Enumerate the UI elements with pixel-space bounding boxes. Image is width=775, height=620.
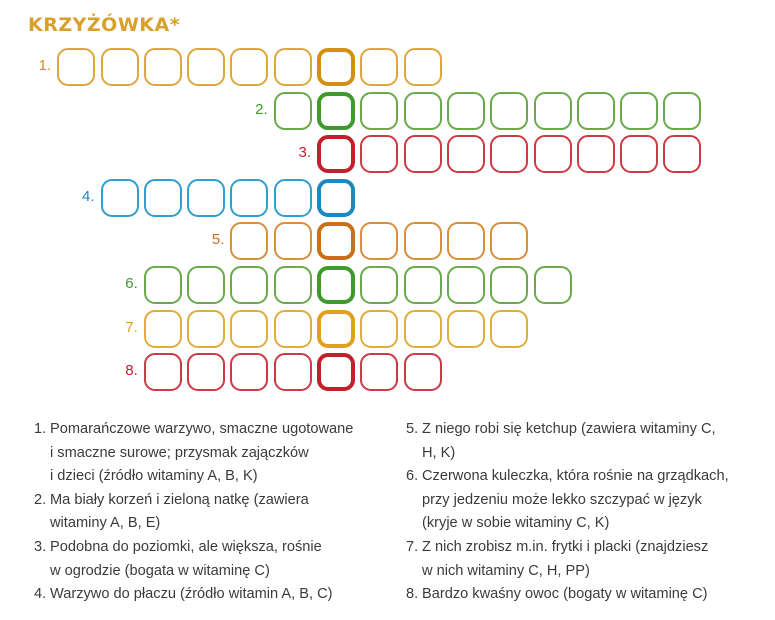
row-label: 6. (125, 275, 138, 292)
crossword-key-cell[interactable] (317, 48, 355, 86)
crossword-cell[interactable] (187, 266, 225, 304)
crossword-cell[interactable] (187, 353, 225, 391)
crossword-cell[interactable] (534, 135, 572, 173)
clue-item (406, 418, 756, 465)
clue-number: 5. (406, 421, 419, 437)
crossword-cell[interactable] (360, 222, 398, 260)
crossword-cell[interactable] (187, 310, 225, 348)
crossword-cell[interactable] (101, 179, 139, 217)
crossword-cell[interactable] (620, 92, 658, 130)
clue-item (406, 536, 756, 583)
crossword-cell[interactable] (230, 266, 268, 304)
crossword-cell[interactable] (404, 135, 442, 173)
crossword-cell[interactable] (360, 266, 398, 304)
crossword-cell[interactable] (490, 222, 528, 260)
clue-text: Bardzo kwaśny owoc (bogaty w witaminę C) (422, 586, 708, 603)
crossword-cell[interactable] (404, 92, 442, 130)
clue-number: 2. (34, 491, 47, 508)
crossword-cell[interactable] (404, 222, 442, 260)
crossword-cell[interactable] (274, 353, 312, 391)
crossword-cell[interactable] (577, 92, 615, 130)
crossword-cell[interactable] (490, 266, 528, 304)
row-label: 4. (81, 187, 95, 205)
clue-number: 8. (406, 586, 419, 603)
crossword-cell[interactable] (577, 135, 615, 173)
crossword-cell[interactable] (447, 222, 485, 260)
clue-text: Podobna do poziomki, ale większa, rośnie (50, 538, 322, 555)
clue-text: Ma biały korzeń i zieloną natkę (zawiera (50, 491, 309, 508)
clue-number: 1. (34, 421, 47, 437)
crossword-cell[interactable] (144, 179, 182, 217)
crossword-cell[interactable] (360, 310, 398, 348)
crossword-cell[interactable] (447, 92, 485, 130)
crossword-cell[interactable] (274, 179, 312, 217)
crossword-key-cell[interactable] (317, 135, 355, 173)
crossword-key-cell[interactable] (317, 222, 355, 260)
crossword-cell[interactable] (230, 48, 268, 86)
clue-number: 4. (34, 586, 47, 603)
clues-list-left (34, 418, 394, 607)
clue-text: Z nich zrobisz m.in. frytki i placki (znajdziesz (422, 538, 709, 555)
crossword-cell[interactable] (663, 92, 701, 130)
crossword-cell[interactable] (447, 310, 485, 348)
crossword-cell[interactable] (230, 353, 268, 391)
crossword-cell[interactable] (490, 310, 528, 348)
crossword-cell[interactable] (534, 92, 572, 130)
crossword-cell[interactable] (360, 353, 398, 391)
crossword-cell[interactable] (230, 310, 268, 348)
crossword-cell[interactable] (620, 135, 658, 173)
crossword-cell[interactable] (144, 266, 182, 304)
crossword-cell[interactable] (101, 48, 139, 86)
clue-item (34, 583, 394, 607)
clue-item (34, 536, 394, 583)
clue-text: Czerwona kuleczka, która rośnie na grządkach, (422, 468, 729, 485)
row-label: 3. (298, 144, 311, 162)
crossword-cell[interactable] (490, 92, 528, 130)
row-label: 1. (38, 57, 52, 74)
crossword-cell[interactable] (404, 48, 442, 86)
crossword-cell[interactable] (360, 135, 398, 173)
crossword-cell[interactable] (57, 48, 95, 86)
crossword-cell[interactable] (274, 310, 312, 348)
crossword-cell[interactable] (274, 92, 312, 130)
crossword-cell[interactable] (144, 48, 182, 86)
crossword-key-cell[interactable] (317, 310, 355, 348)
clue-item (406, 465, 756, 536)
clue-text: witaminy A, B, E) (50, 515, 161, 532)
row-label: 5. (211, 231, 225, 249)
crossword-cell[interactable] (274, 222, 312, 260)
clue-text: w nich witaminy C, H, PP) (422, 562, 590, 579)
crossword-cell[interactable] (360, 92, 398, 130)
crossword-cell[interactable] (490, 135, 528, 173)
crossword-key-cell[interactable] (317, 179, 355, 217)
crossword-key-cell[interactable] (317, 92, 355, 130)
crossword-cell[interactable] (187, 48, 225, 86)
crossword-cell[interactable] (447, 135, 485, 173)
crossword-cell[interactable] (447, 266, 485, 304)
clue-text: Z niego robi się ketchup (zawiera witaminy C, (422, 421, 716, 437)
crossword-cell[interactable] (230, 222, 268, 260)
clue-text: Pomarańczowe warzywo, smaczne ugotowane (50, 421, 354, 437)
crossword-cell[interactable] (534, 266, 572, 304)
row-label: 2. (255, 100, 268, 118)
row-label: 8. (125, 362, 138, 380)
crossword-cell[interactable] (230, 179, 268, 217)
clue-number: 6. (406, 468, 419, 485)
crossword-cell[interactable] (404, 266, 442, 304)
crossword-cell[interactable] (274, 266, 312, 304)
clue-text: Warzywo do płaczu (źródło witamin A, B, C) (50, 586, 333, 603)
clue-text: w ogrodzie (bogata w witaminę C) (50, 562, 270, 579)
crossword-cell[interactable] (404, 310, 442, 348)
clue-item (406, 583, 756, 607)
crossword-cell[interactable] (187, 179, 225, 217)
crossword-cell[interactable] (274, 48, 312, 86)
row-label: 7. (125, 318, 138, 336)
crossword-key-cell[interactable] (317, 266, 355, 304)
clues-list-right (406, 418, 756, 607)
clue-text: i dzieci (źródło witaminy A, B, K) (50, 468, 258, 485)
clue-text: i smaczne surowe; przysmak zajączków (50, 444, 309, 461)
clue-item (34, 489, 394, 536)
crossword-key-cell[interactable] (317, 353, 355, 391)
clue-number: 3. (34, 538, 47, 555)
clue-text: (kryje w sobie witaminy C, K) (422, 515, 610, 532)
page-title: KRZYŻÓWKA* (28, 14, 181, 36)
clue-text: H, K) (422, 444, 456, 461)
clue-item (34, 418, 394, 489)
crossword-cell[interactable] (144, 353, 182, 391)
crossword-cell[interactable] (360, 48, 398, 86)
clue-text: przy jedzeniu może lekko szczypać w język (422, 491, 702, 508)
clue-number: 7. (406, 538, 419, 555)
crossword-cell[interactable] (144, 310, 182, 348)
crossword-cell[interactable] (663, 135, 701, 173)
crossword-cell[interactable] (404, 353, 442, 391)
